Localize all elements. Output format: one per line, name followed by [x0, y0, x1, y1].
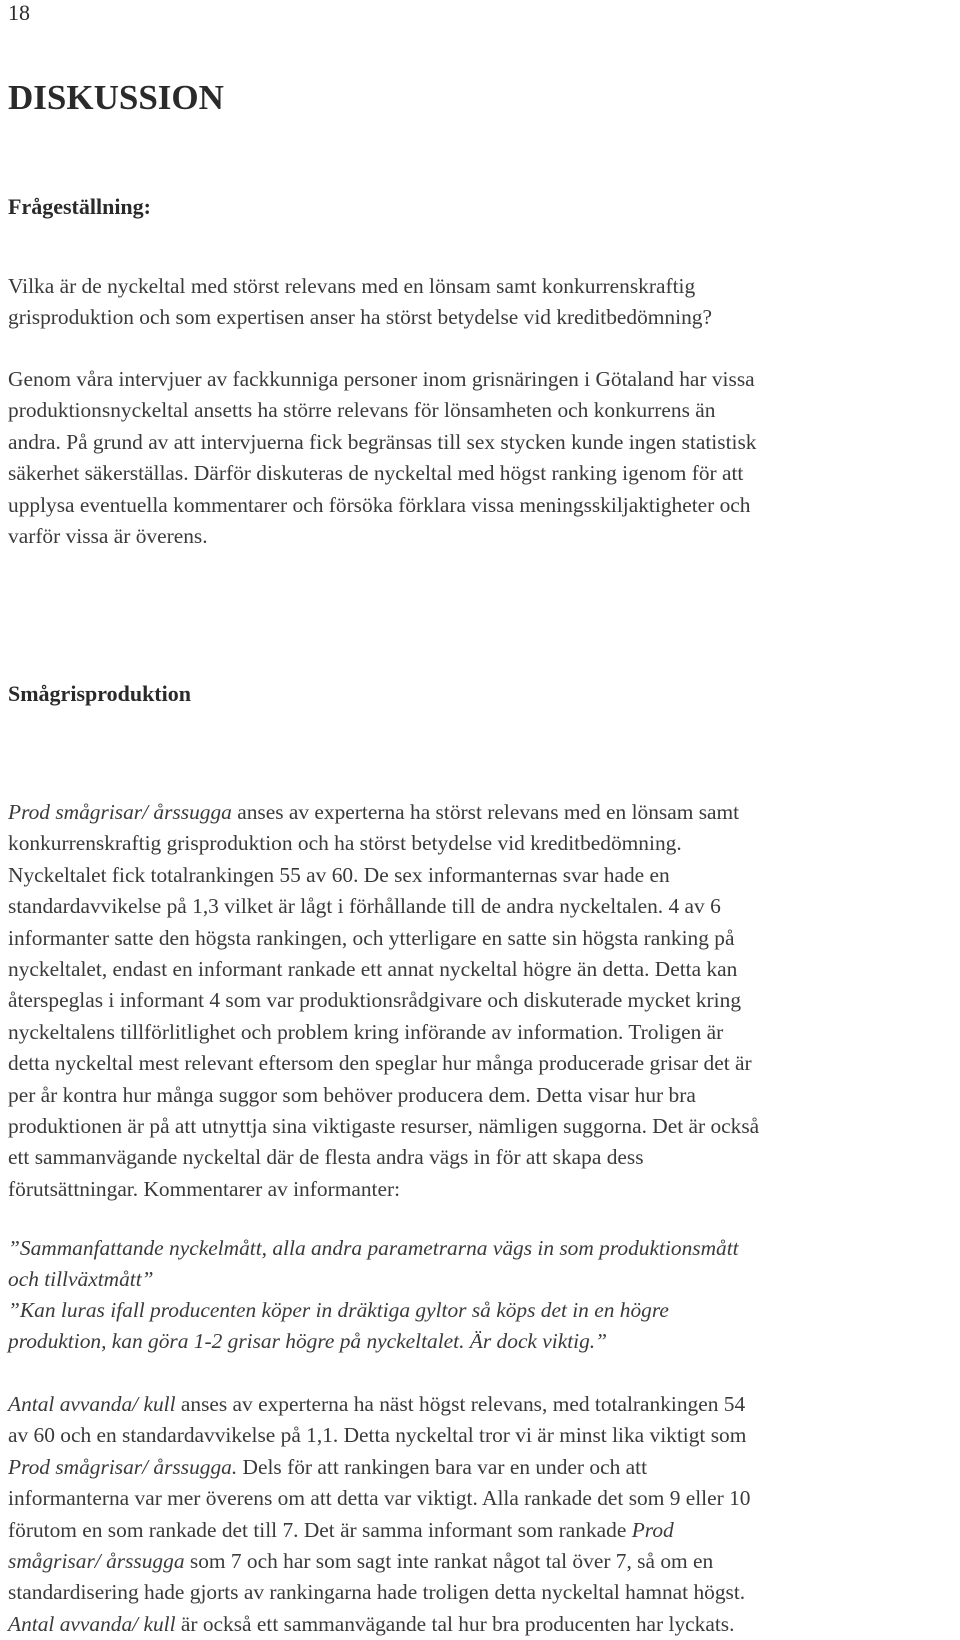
text-line	[8, 1515, 958, 1546]
intro-paragraph	[8, 364, 958, 552]
page-number: 18	[8, 0, 30, 25]
research-question-paragraph	[8, 271, 958, 334]
quote-line: produktion, kan göra 1-2 grisar högre på nyckeltalet. Är dock viktig.”	[8, 1329, 608, 1353]
text-line	[8, 1609, 958, 1640]
text-line: detta nyckeltal mest relevant eftersom den speglar hur många producerade grisar det är	[8, 1051, 752, 1076]
text-line: informanterna var mer överens om att detta var viktigt. Alla rankade det som 9 eller 10	[8, 1486, 751, 1511]
text-line: ett sammanvägande nyckeltal där de flesta andra vägs in för att skapa dess	[8, 1145, 644, 1170]
section-heading-fragestallning: Frågeställning:	[8, 194, 151, 219]
metric-name: Prod smågrisar/ årssugga	[8, 800, 232, 824]
text-line: förutsättningar. Kommentarer av informanter:	[8, 1176, 401, 1201]
text-line: återspeglas i informant 4 som var produktionsrådgivare och diskuterade mycket kring	[8, 988, 742, 1013]
text-line: konkurrenskraftig grisproduktion och ha störst betydelse vid kreditbedömning.	[8, 831, 682, 856]
metric-name: smågrisar/ årssugga	[8, 1549, 185, 1574]
smagrisproduktion-paragraph	[8, 797, 958, 1205]
text-line: informanter satte den högsta rankingen, och ytterligare en satte sin högsta ranking på	[8, 925, 735, 950]
text-line: Genom våra intervjuer av fackkunniga personer inom grisnäringen i Götaland har vissa	[8, 367, 755, 391]
text-line: standardisering hade gjorts av rankingarna hade troligen detta nyckeltal hamnat högst.	[8, 1580, 746, 1605]
text-line: nyckeltalet, endast en informant rankade ett annat nyckeltal högre än detta. Detta kan	[8, 957, 738, 982]
section-heading-smagrisproduktion: Smågrisproduktion	[8, 681, 191, 706]
antal-avvanda-paragraph	[8, 1389, 958, 1640]
quote-line: ”Kan luras ifall producenten köper in dräktiga gyltor så köps det in en högre	[8, 1298, 669, 1322]
text-line	[8, 1452, 958, 1483]
page-title: DISKUSSION	[8, 78, 224, 117]
text-line	[8, 1389, 958, 1420]
text-line: produktionen är på att utnyttja sina viktigaste resurser, nämligen suggorna. Det är också	[8, 1114, 760, 1139]
quote-line: och tillväxtmått”	[8, 1267, 154, 1291]
text-line: av 60 och en standardavvikelse på 1,1. Detta nyckeltal tror vi är minst lika viktigt som	[8, 1423, 747, 1448]
metric-name: Prod	[631, 1517, 674, 1542]
text-line: per år kontra hur många suggor som behöver producera dem. Detta visar hur bra	[8, 1082, 696, 1107]
metric-name: Antal avvanda/ kull	[8, 1611, 176, 1636]
text-line	[8, 797, 958, 828]
text-line: varför vissa är överens.	[8, 524, 208, 549]
text-line: säkerhet säkerställas. Därför diskuteras de nyckeltal med högst ranking igenom för att	[8, 461, 744, 486]
text-line: grisproduktion och som expertisen anser ha störst betydelse vid kreditbedömning?	[8, 305, 712, 330]
text-run: anses av experterna ha störst relevans med en lönsam samt	[231, 800, 740, 824]
text-line: nyckeltalens tillförlitlighet och problem kring införande av information. Troligen är	[8, 1019, 724, 1044]
text-line: produktionsnyckeltal ansetts ha större relevans för lönsamheten och konkurrens än	[8, 398, 716, 423]
text-run: anses av experterna ha näst högst relevans, med totalrankingen 54	[175, 1392, 746, 1416]
text-line: Nyckeltalet fick totalrankingen 55 av 60. De sex informanternas svar hade en	[8, 862, 670, 887]
text-line: upplysa eventuella kommentarer och försöka förklara vissa meningsskiljaktigheter och	[8, 492, 751, 517]
metric-name: Antal avvanda/ kull	[8, 1392, 176, 1416]
text-line: andra. På grund av att intervjuerna fick begränsas till sex stycken kunde ingen statistisk	[8, 429, 757, 454]
text-run: Dels för att rankingen bara var en under och att	[237, 1454, 648, 1479]
quote-line: ”Sammanfattande nyckelmått, alla andra parametrarna vägs in som produktionsmått	[8, 1236, 739, 1260]
text-run: är också ett sammanvägande tal hur bra producenten har lyckats.	[175, 1611, 735, 1636]
metric-name: Prod smågrisar/ årssugga.	[8, 1454, 238, 1479]
text-run: som 7 och har som sagt inte rankat något tal över 7, så om en	[184, 1549, 714, 1574]
text-line: Vilka är de nyckeltal med störst relevans med en lönsam samt konkurrenskraftig	[8, 274, 696, 298]
informant-quotes	[8, 1233, 958, 1357]
text-run: förutom en som rankade det till 7. Det är samma informant som rankade	[8, 1517, 632, 1542]
text-line	[8, 1546, 958, 1577]
text-line: standardavvikelse på 1,3 vilket är lågt i förhållande till de andra nyckeltalen. 4 av 6	[8, 894, 721, 919]
